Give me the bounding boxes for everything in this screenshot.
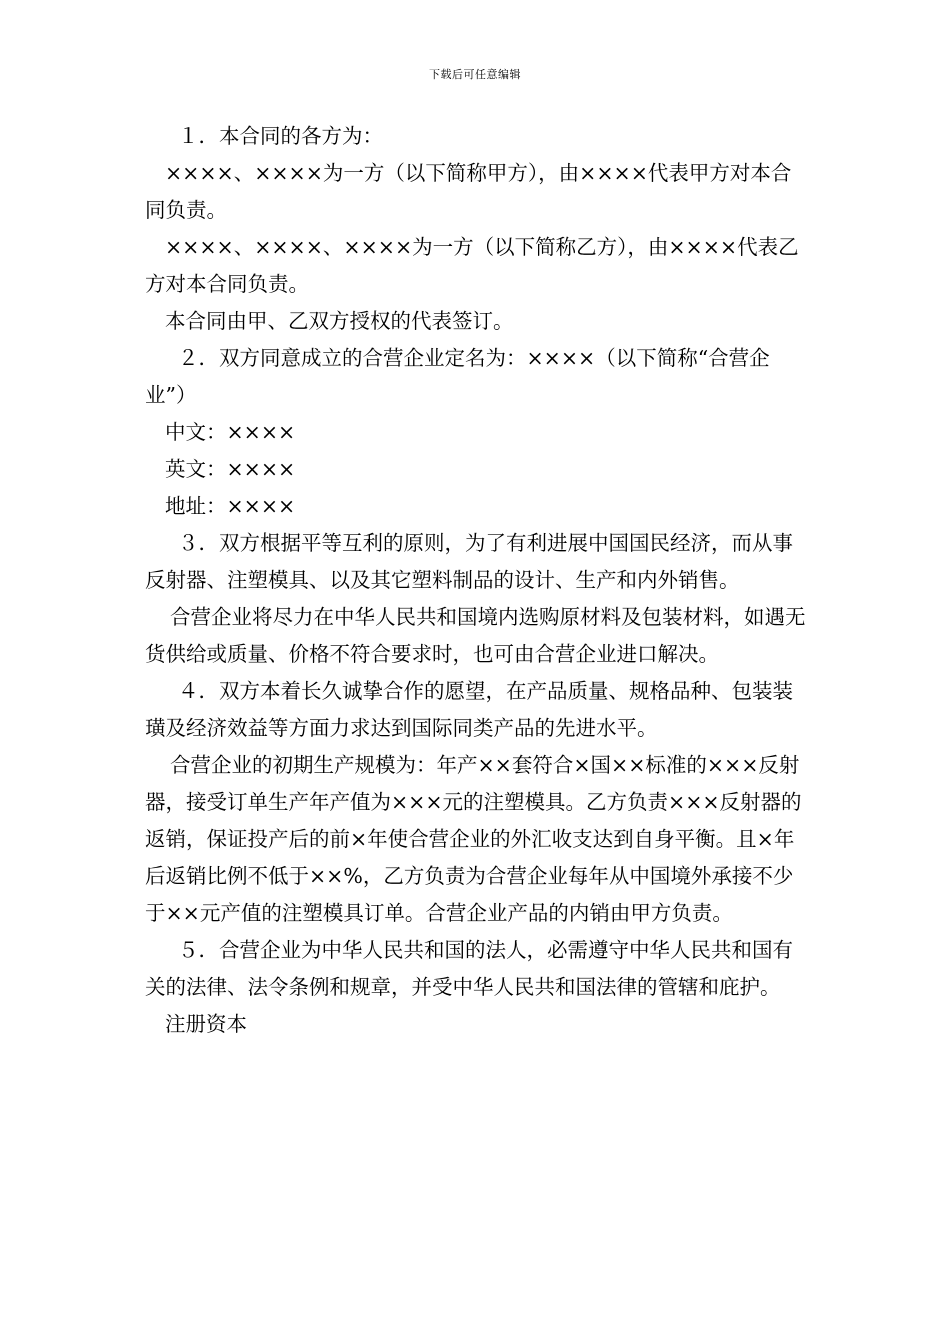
clause-1-parties-heading: １．本合同的各方为： (178, 124, 383, 148)
page-header: 下载后可任意编辑 (429, 68, 521, 81)
signing-paragraph: 本合同由甲、乙双方授权的代表签订。 (165, 309, 514, 333)
party-b-paragraph: ××××、××××、××××为一方（以下简称乙方），由××××代表乙方对本合同负责。 (145, 235, 799, 296)
english-name-line: 英文：×××× (165, 457, 296, 481)
party-a-paragraph: ××××、××××为一方（以下简称甲方），由××××代表甲方对本合同负责。 (145, 161, 792, 222)
clause-5-legal-paragraph: ５．合营企业为中华人民共和国的法人，必需遵守中华人民共和国有关的法律、法令条例和规章，并受中华人民共和国法律的管辖和庇护。 (145, 938, 793, 999)
clause-2-name-paragraph: ２．双方同意成立的合营企业定名为：××××（以下简称“合营企业”） (145, 346, 770, 407)
clause-3-purpose-paragraph: ３．双方根据平等互利的原则，为了有利进展中国国民经济，而从事反射器、注塑模具、以及其它塑料制品的设计、生产和内外销售。 (145, 531, 793, 592)
clause-4-quality-paragraph: ４．双方本着长久诚挚合作的愿望，在产品质量、规格品种、包装装璜及经济效益等方面力求达到国际同类产品的先进水平。 (145, 679, 793, 740)
contract-body (145, 118, 810, 1043)
address-line: 地址：×××× (165, 494, 296, 518)
materials-paragraph: 合营企业将尽力在中华人民共和国境内选购原材料及包装材料，如遇无货供给或质量、价格不符合要求时，也可由合营企业进口解决。 (145, 605, 806, 666)
chinese-name-line: 中文：×××× (165, 420, 296, 444)
registered-capital-heading: 注册资本 (165, 1012, 247, 1036)
production-scale-paragraph: 合营企业的初期生产规模为：年产××套符合×国××标准的×××反射器，接受订单生产年产值为×××元的注塑模具。乙方负责×××反射器的返销，保证投产后的前×年使合营企业的外汇收支达到自身平衡。且×年后返销比例不低于××%，乙方负责为合营企业每年从中国境外承接不少于××元产值的注塑模具订单。合营企业产品的内销由甲方负责。 (145, 753, 802, 925)
